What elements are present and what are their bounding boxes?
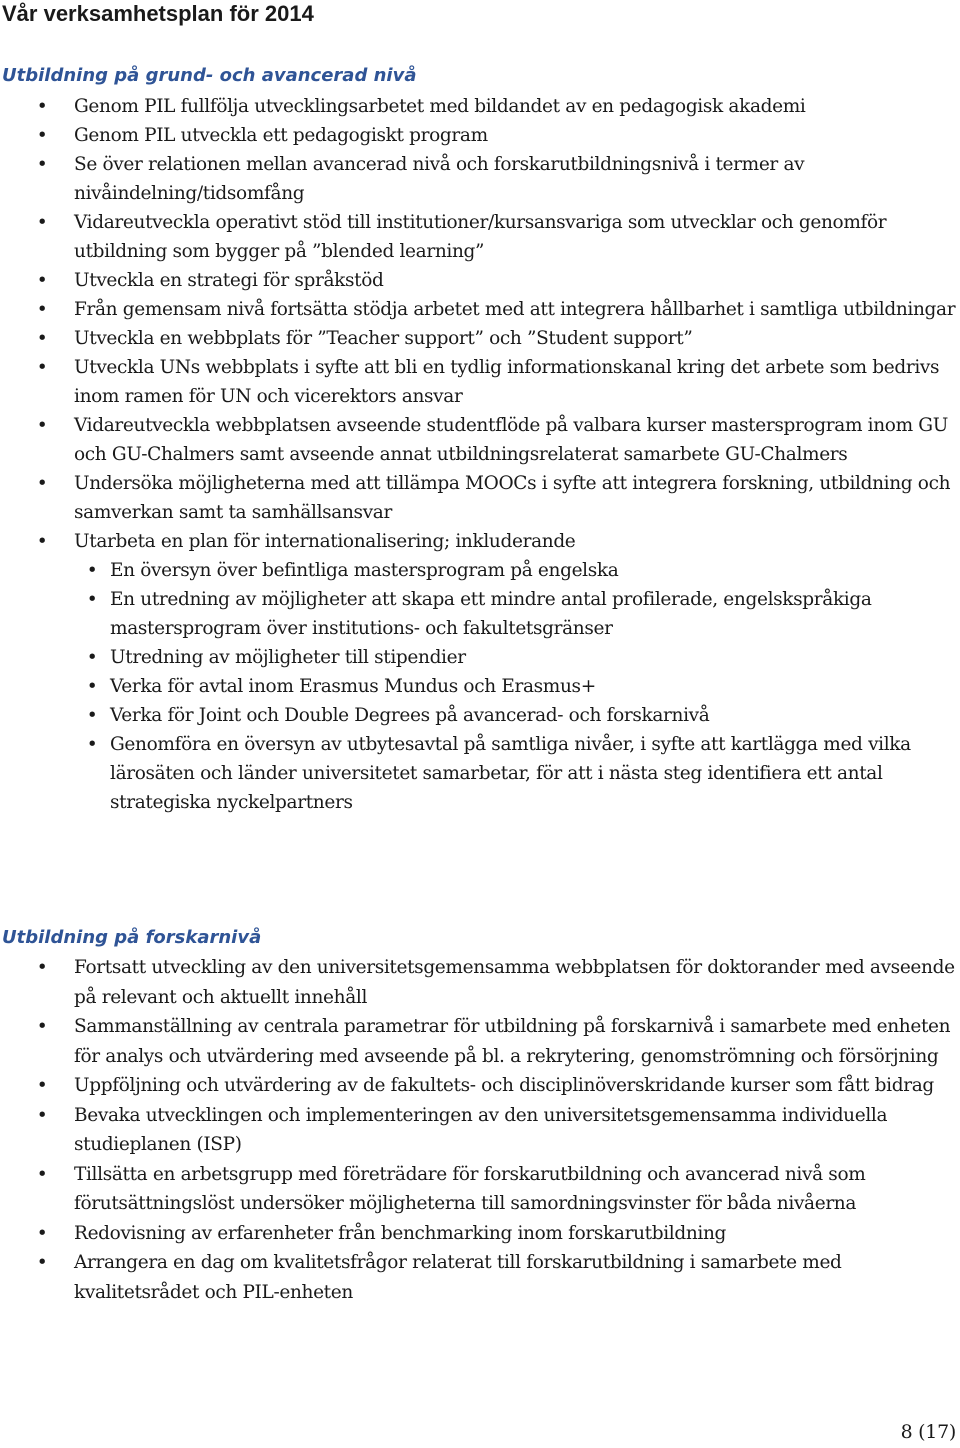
bullet-icon: • [86,734,98,755]
list-item [0,1248,958,1307]
bullet-icon: • [36,357,48,378]
bullet-icon: • [36,1104,48,1126]
bullet-icon: • [36,270,48,291]
list-item [0,1101,958,1160]
bullet-icon: • [86,589,98,610]
list-item [0,411,958,469]
bullet-icon: • [36,328,48,349]
section-heading-grund-avancerad: Utbildning på grund- och avancerad nivå [2,65,417,86]
bullet-icon: • [36,1075,48,1096]
bullet-icon: • [36,473,48,494]
list-item-text: Sammanställning av centrala parametrar för utbildning på forskarnivå i samarbete med enheten för analys och utvärdering med avseende på bl. a rekrytering, genomströmning och försörjning [74,1016,951,1067]
sub-list-item-text: Genomföra en översyn av utbytesavtal på samtliga nivåer, i syfte att kartlägga med vilka lärosäten och länder universitetet samarbetar, för att i nästa steg identifiera ett antal strategiska nyckelpartners [110,734,911,813]
bullet-icon: • [36,531,48,552]
list-item-text: Utveckla en strategi för språkstöd [74,270,384,291]
sub-list-item [74,556,956,585]
list-item-text: Undersöka möjligheterna med att tillämpa MOOCs i syfte att integrera forskning, utbildning och samverkan samt ta samhällsansvar [74,473,951,523]
bullet-icon: • [36,154,48,175]
list-item-text: Arrangera en dag om kvalitetsfrågor relaterat till forskarutbildning i samarbete med kvalitetsrådet och PIL-enheten [74,1252,842,1303]
sub-list-item [74,701,956,730]
list-item-internationalisering [0,527,958,817]
list-item-text: Utarbeta en plan för internationalisering; inkluderande [74,531,576,552]
list-item [0,1071,958,1101]
bullet-icon: • [86,560,98,581]
list-item-text: Vidareutveckla operativt stöd till institutioner/kursansvariga som utvecklar och genomför utbildning som bygger på ”blended learning” [74,212,887,262]
list-item [0,469,958,527]
list-item-text: Genom PIL fullfölja utvecklingsarbetet med bildandet av en pedagogisk akademi [74,96,806,117]
bullet-icon: • [36,1252,48,1273]
section-heading-forskarniva: Utbildning på forskarnivå [2,927,262,948]
list-item [0,1012,958,1071]
list-item [0,208,958,266]
bullet-icon: • [36,1163,48,1185]
list-item-text: Utveckla en webbplats för ”Teacher support” och ”Student support” [74,328,693,349]
list-item [0,295,958,324]
page-number: 8 (17) [900,1421,956,1443]
list-item [0,92,958,121]
list-item-text: Bevaka utvecklingen och implementeringen av den universitetsgemensamma individuella studieplanen (ISP) [74,1104,888,1155]
sub-list-item [74,730,956,817]
list-item [0,1219,958,1249]
list-item-text: Genom PIL utveckla ett pedagogiskt program [74,125,488,146]
bullet-icon: • [36,1222,48,1244]
list-item-text: Tillsätta en arbetsgrupp med företrädare för forskarutbildning och avancerad nivå som förutsättningslöst undersöker möjligheterna till samordningsvinster för båda nivåerna [74,1163,866,1214]
list-item [0,953,958,1012]
sub-list-item-text: Verka för avtal inom Erasmus Mundus och Erasmus+ [110,676,596,697]
sub-list-item [74,585,956,643]
list-item [0,150,958,208]
bullet-icon: • [86,676,98,697]
bullet-icon: • [36,415,48,436]
list-item [0,266,958,295]
list-item [0,1160,958,1219]
list-item-text: Från gemensam nivå fortsätta stödja arbetet med att integrera hållbarhet i samtliga utbildningar [74,299,956,320]
list-item-text: Uppföljning och utvärdering av de fakultets- och disciplinöverskridande kurser som fått bidrag [74,1075,934,1096]
list-item [0,324,958,353]
list-item-text: Fortsatt utveckling av den universitetsgemensamma webbplatsen för doktorander med avseende på relevant och aktuellt innehåll [74,957,955,1008]
sub-list-item-text: En översyn över befintliga mastersprogram på engelska [110,560,619,581]
sub-list-item [74,643,956,672]
bullet-icon: • [36,96,48,117]
sub-list-item-text: En utredning av möjligheter att skapa ett mindre antal profilerade, engelskspråkiga mastersprogram över institutions- och fakultetsgränser [110,589,872,639]
list-item-text: Redovisning av erfarenheter från benchmarking inom forskarutbildning [74,1222,727,1244]
list-item [0,353,958,411]
list-item-text: Utveckla UNs webbplats i syfte att bli en tydlig informationskanal kring det arbete som bedrivs inom ramen för UN och vicerektors ansvar [74,357,940,407]
bullet-icon: • [36,125,48,146]
bullet-icon: • [36,212,48,233]
bullet-list-grund-avancerad [0,92,958,817]
bullet-icon: • [36,957,48,978]
list-item-text: Vidareutveckla webbplatsen avseende studentflöde på valbara kurser mastersprogram inom GU och GU-Chalmers samt avseende annat utbildningsrelaterat samarbete GU-Chalmers [74,415,948,465]
bullet-list-forskarniva [0,953,958,1307]
page-title: Vår verksamhetsplan för 2014 [2,1,314,26]
sub-list-item-text: Verka för Joint och Double Degrees på avancerad- och forskarnivå [110,705,710,726]
sub-list-item-text: Utredning av möjligheter till stipendier [110,647,466,668]
bullet-icon: • [86,647,98,668]
bullet-icon: • [36,299,48,320]
list-item-text: Se över relationen mellan avancerad nivå och forskarutbildningsnivå i termer av nivåindelning/tidsomfång [74,154,805,204]
bullet-icon: • [86,705,98,726]
bullet-icon: • [36,1016,48,1037]
sub-bullet-list [74,556,956,817]
list-item [0,121,958,150]
sub-list-item [74,672,956,701]
